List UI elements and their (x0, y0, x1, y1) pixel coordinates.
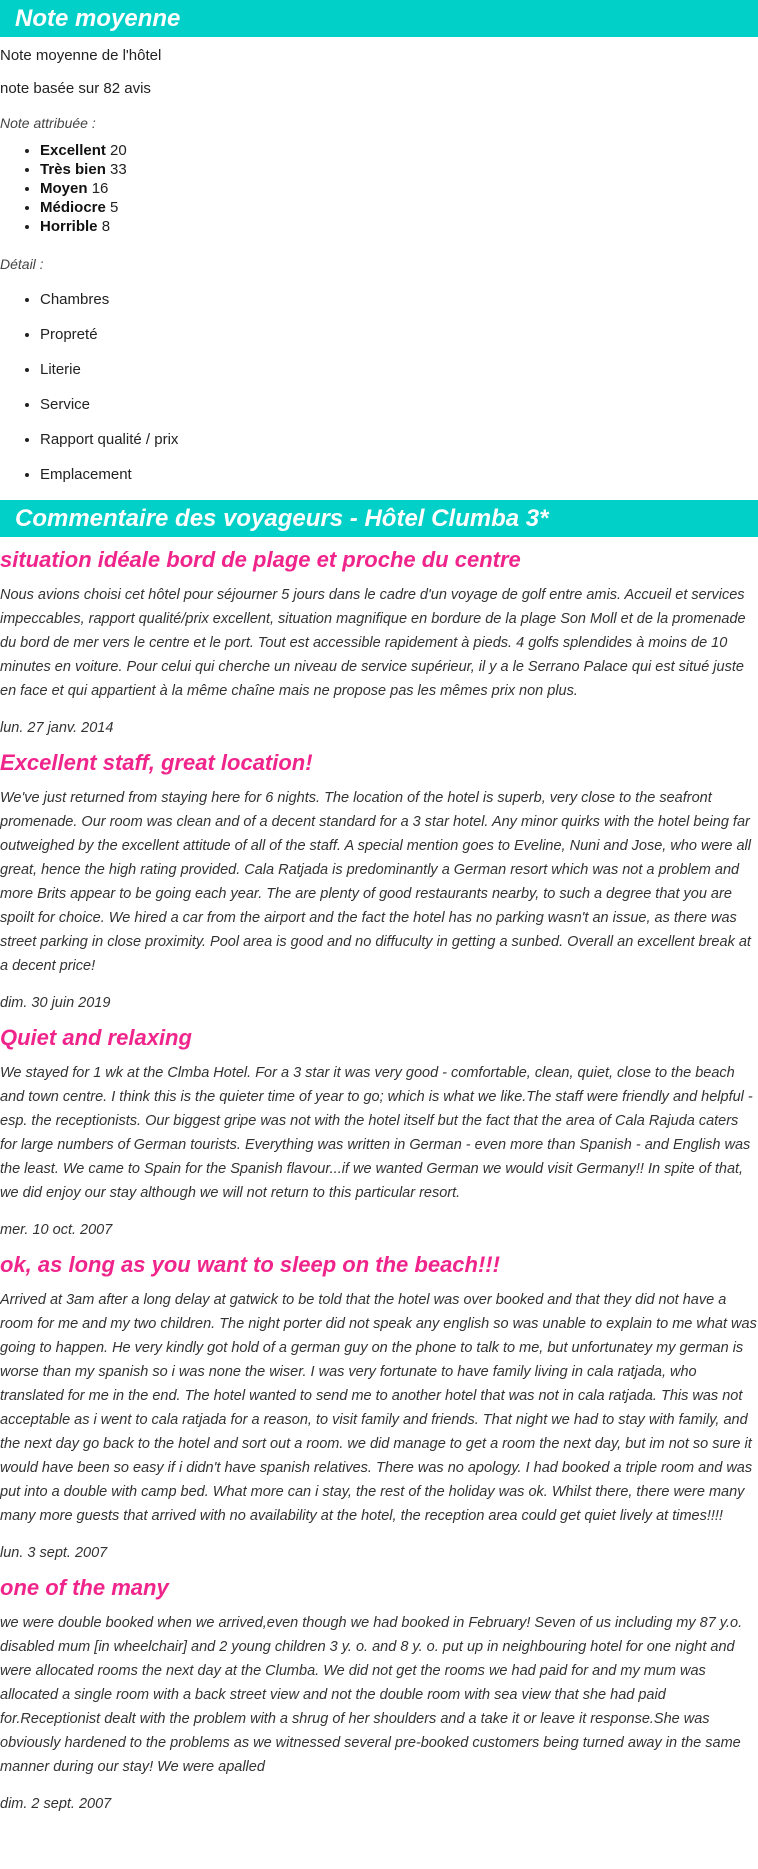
rating-tres-bien (40, 160, 758, 179)
rating-count: 33 (110, 161, 127, 178)
rating-count: 20 (110, 142, 127, 159)
rating-mediocre (40, 198, 758, 217)
review-card (0, 545, 758, 738)
comments-section (0, 500, 758, 1814)
review-date: lun. 27 janv. 2014 (0, 720, 114, 736)
review-text: Nous avions choisi cet hôtel pour séjourner 5 jours dans le cadre d'un voyage de golf entre amis. Accueil et services impeccables, rapport qualité/prix excellent, situation magnifique en bordure de la plage Son Moll et de la promenade du bord de mer vers le centre et le port. Tout est accessible rapidement à pieds. 4 golfs splendides à moins de 10 minutes en voiture. Pour celui qui cherche un niveau de service supérieur, il y a le Serrano Palace qui est situé juste en face et qui appartient à la même chaîne mais ne propose pas les mêmes prix non plus. (0, 587, 746, 699)
detail-proprete: • Propreté (40, 325, 758, 344)
rating-excellent (40, 141, 758, 160)
review-card (0, 748, 758, 1013)
rating-distribution (0, 141, 758, 236)
rating-label: Excellent (40, 142, 106, 159)
rating-count: 16 (91, 180, 109, 197)
review-card (0, 1573, 758, 1814)
review-text: Arrived at 3am after a long delay at gatwick to be told that the hotel was over booked and that they did not have a room for me and my two children. The night porter did not speak any english so was unable to explain to me what was going to happen. He very kindly got hold of a german guy on the phone to talk to me, but unfortunatey my german is worse than my spanish so i was none the wiser. I was very fortunate to have family living in cala ratjada, who translated for me in the end. The hotel wanted to send me to another hotel that was not in cala ratjada. This was not acceptable as i went to cala ratjada for a reason, to visit family and friends. That night we had to stay with family, and the next day go back to the hotel and sort out a room. we did manage to get a room the next day, but im not so sure it would have been so easy if i didn't have spanish relatives. There was no apology. I had booked a triple room and was put into a double with camp bed. What more can i stay, the rest of the holiday was ok. Whilst there, there were many many more guests that arrived with no availability at the hotel, the reception area could get quiet lively at times!!!! (0, 1292, 757, 1524)
review-count: note basée sur 82 avis (0, 80, 151, 97)
review-date: lun. 3 sept. 2007 (0, 1545, 108, 1561)
review-card (0, 1250, 758, 1563)
rating-label: Très bien (40, 161, 106, 178)
attributed-rating-label: Note attribuée : (0, 115, 96, 131)
review-title: one of the many (0, 1575, 169, 1600)
detail-chambres: • Chambres (40, 290, 758, 309)
hotel-average-label: Note moyenne de l'hôtel (0, 47, 162, 64)
average-rating-section (0, 0, 758, 484)
rating-label: Moyen (40, 180, 88, 197)
review-date: mer. 10 oct. 2007 (0, 1222, 113, 1238)
review-title: situation idéale bord de plage et proche du centre (0, 547, 521, 572)
detail-criteria-list (0, 290, 758, 484)
comments-banner: Commentaire des voyageurs - Hôtel Clumba 3* (0, 500, 758, 537)
rating-label: Horrible (40, 218, 98, 235)
review-title: Quiet and relaxing (0, 1025, 192, 1050)
rating-label: Médiocre (40, 199, 106, 216)
detail-literie: • Literie (40, 360, 758, 379)
rating-count: 5 (110, 199, 119, 216)
review-text: We stayed for 1 wk at the Clmba Hotel. For a 3 star it was very good - comfortable, clean, quiet, close to the beach and town centre. I think this is the quieter time of year to go; which is what we like.The staff were friendly and helpful - esp. the receptionists. Our biggest gripe was not with the hotel itself but the fact that the area of Cala Rajuda caters for large numbers of German tourists. Everything was written in German - even more than Spanish - and English was the least. We came to Spain for the Spanish flavour...if we wanted German we would visit Germany!! In spite of that, we did enjoy our stay although we will not return to this particular resort. (0, 1065, 753, 1201)
rating-count: 8 (101, 218, 111, 235)
rating-horrible (40, 217, 758, 236)
review-title: Excellent staff, great location! (0, 750, 313, 775)
review-text: We've just returned from staying here for 6 nights. The location of the hotel is superb, very close to the seafront promenade. Our room was clean and of a decent standard for a 3 star hotel. Any minor quirks with the hotel being far outweighed by the excellent attitude of all of the staff. A special mention goes to Eveline, Nuni and Jose, who were all great, hence the high rating provided. Cala Ratjada is predominantly a German resort which was not a problem and more Brits appear to be going each year. The are plenty of good restaurants nearby, to such a degree that you are spoilt for choice. We hired a car from the airport and the fact the hotel has no parking wasn't an issue, as there was street parking in close proximity. Pool area is good and no diffuculty in getting a sunbed. Overall an excellent break at a decent price! (0, 790, 751, 974)
review-text: we were double booked when we arrived,even though we had booked in February! Seven of us including my 87 y.o. disabled mum [in wheelchair] and 2 young children 3 y. o. and 8 y. o. put up in neighbouring hotel for one night and were allocated rooms the next day at the Clumba. We did not get the rooms we had paid for and my mum was allocated a single room with a back street view and not the double room with sea view that she had paid for.Receptionist dealt with the problem with a shrug of her shoulders and a take it or leave it response.She was obviously hardened to the problems as we witnessed several pre-booked customers being turned away in the same manner during our stay! We were apalled (0, 1615, 743, 1775)
average-rating-banner: Note moyenne (0, 0, 758, 37)
detail-rapport-qualite-prix: • Rapport qualité / prix (40, 430, 758, 449)
rating-moyen (40, 179, 758, 198)
detail-service: • Service (40, 395, 758, 414)
review-date: dim. 2 sept. 2007 (0, 1796, 112, 1812)
detail-emplacement: • Emplacement (40, 465, 758, 484)
review-title: ok, as long as you want to sleep on the beach!!! (0, 1252, 500, 1277)
detail-label: Détail : (0, 256, 44, 272)
review-date: dim. 30 juin 2019 (0, 995, 111, 1011)
review-card (0, 1023, 758, 1240)
